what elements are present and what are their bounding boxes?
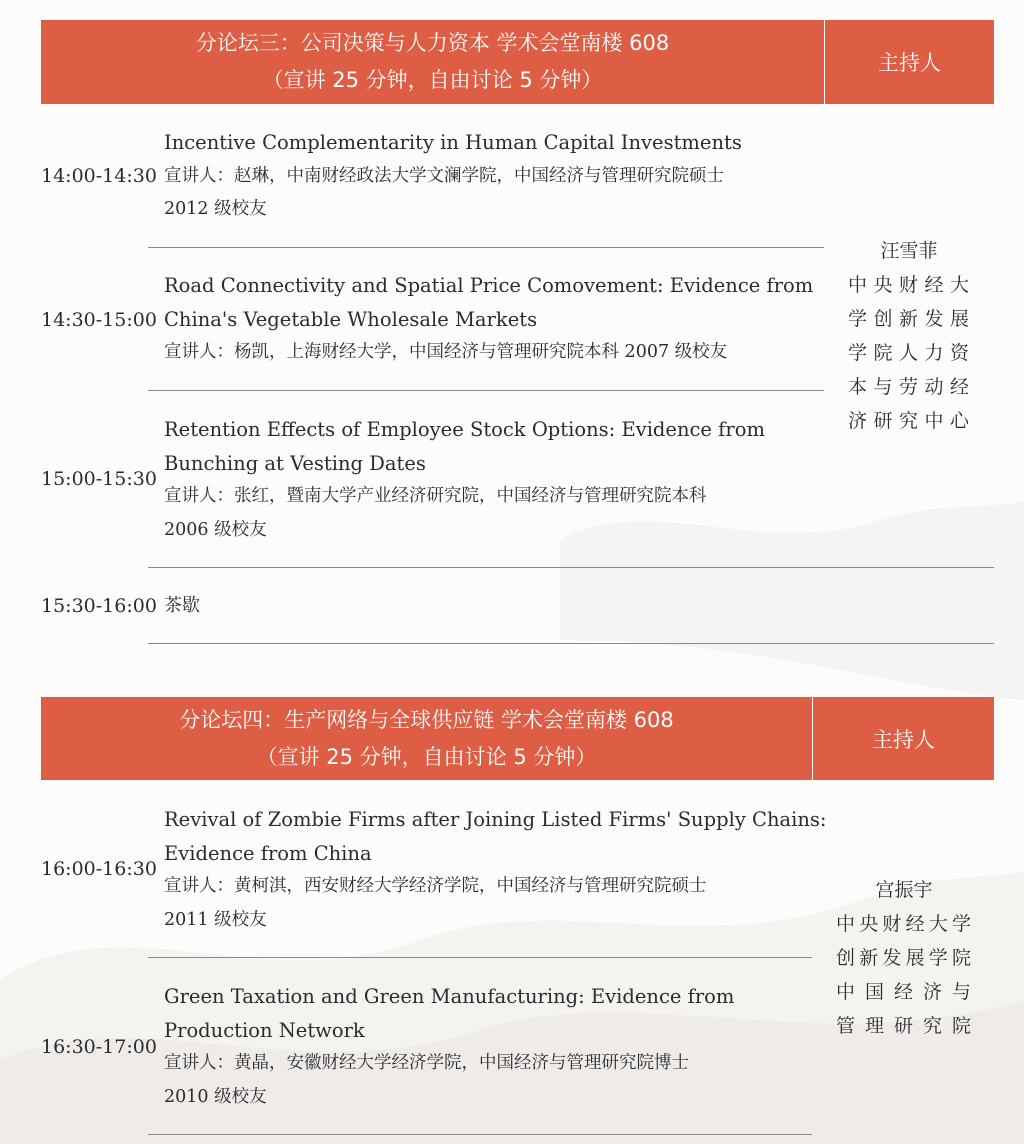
forum4-header: [41, 697, 812, 780]
talk-speaker: 宣讲人：赵琳，中南财经政法大学文澜学院，中国经济与管理研究院硕士: [164, 165, 724, 186]
divider: [148, 957, 812, 958]
break-label: 茶歇: [164, 595, 200, 616]
talk-title: China's Vegetable Wholesale Markets: [164, 307, 538, 331]
divider: [148, 567, 994, 568]
divider: [148, 247, 824, 248]
talk-title: Road Connectivity and Spatial Price Comovement: Evidence from: [164, 274, 814, 297]
talk-speaker: 2011 级校友: [164, 909, 267, 930]
talk-title: Green Taxation and Green Manufacturing: Evidence from: [164, 985, 735, 1008]
talk-speaker: 2010 级校友: [164, 1086, 267, 1107]
session-talk: [164, 980, 734, 1114]
divider: [148, 1134, 812, 1135]
talk-title: Incentive Complementarity in Human Capital Investments: [164, 131, 742, 154]
session-time: 15:00-15:30: [41, 468, 157, 490]
session-time: 14:30-15:00: [41, 309, 157, 331]
break-time: 15:30-16:00: [41, 595, 157, 617]
forum4-host-name: 宫振宇: [875, 879, 933, 901]
talk-speaker: 宣讲人：黄晶，安徽财经大学经济学院，中国经济与管理研究院博士: [164, 1053, 689, 1073]
divider: [148, 390, 824, 391]
forum4-subtitle: （宣讲 25 分钟，自由讨论 5 分钟）: [256, 744, 597, 769]
talk-speaker: 2006 级校友: [164, 519, 267, 540]
session-talk: [164, 803, 827, 937]
forum4-title: 分论坛四：生产网络与全球供应链 学术会堂南楼 608: [179, 707, 674, 732]
talk-speaker: 宣讲人：张红，暨南大学产业经济研究院，中国经济与管理研究院本科: [164, 486, 707, 506]
forum4-host-affiliation: 中央财经大学 创新发展学院 中国经济与 管理研究院: [836, 913, 972, 1037]
session-time: 16:30-17:00: [41, 1036, 157, 1058]
session-talk: [164, 269, 813, 370]
talk-title: Retention Effects of Employee Stock Options: Evidence from: [164, 418, 765, 441]
session-time: 14:00-14:30: [41, 165, 157, 187]
talk-title: Evidence from China: [164, 841, 372, 865]
forum3-header: [41, 20, 824, 104]
session-time: 16:00-16:30: [41, 858, 157, 880]
talk-speaker: 2012 级校友: [164, 199, 267, 219]
session-talk: [164, 126, 742, 227]
forum3-subtitle: （宣讲 25 分钟，自由讨论 5 分钟）: [262, 68, 603, 92]
forum3-host-name: 汪雪菲: [880, 240, 938, 262]
talk-title: Bunching at Vesting Dates: [164, 451, 426, 475]
forum3-host-affiliation: 中央财经大 学创新发展 学院人力资 本与劳动经 济研究中心: [848, 274, 970, 432]
forum3-host-header: 主持人: [825, 20, 994, 104]
forum3-title: 分论坛三：公司决策与人力资本 学术会堂南楼 608: [195, 31, 670, 55]
talk-speaker: 宣讲人：黄柯淇，西安财经大学经济学院，中国经济与管理研究院硕士: [164, 876, 707, 896]
forum4-host-header: 主持人: [813, 697, 994, 780]
session-talk: [164, 413, 765, 547]
talk-title: Production Network: [164, 1018, 365, 1042]
divider: [148, 643, 994, 644]
talk-speaker: 宣讲人：杨凯，上海财经大学，中国经济与管理研究院本科 2007 级校友: [164, 342, 728, 362]
talk-title: Revival of Zombie Firms after Joining Listed Firms' Supply Chains:: [164, 808, 827, 831]
